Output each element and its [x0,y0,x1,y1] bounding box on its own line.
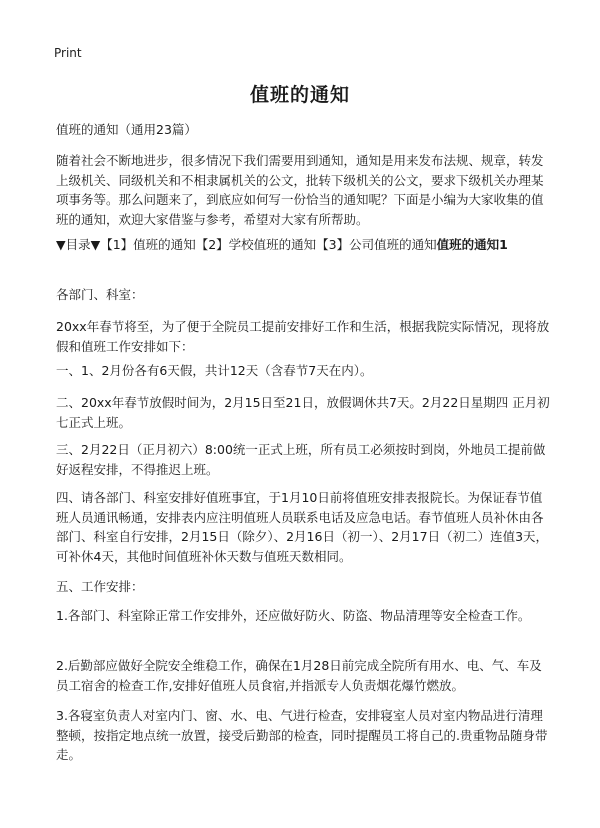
paragraph-preface: 20xx年春节将至，为了便于全院员工提前安排好工作和生活，根据我院实际情况，现将放假和值班工作安排如下： [56,319,550,354]
work-item-3: 3.各寝室负责人对室内门、窗、水、电、气进行检查，安排寝室人员对室内物品进行清理整顿，按指定地点统一放置，接受后勤部的检查，同时提醒员工将自己的.贵重物品随身带走。 [56,708,548,762]
paragraph-item-4: 四、请各部门、科室安排好值班事宜，于1月10日前将值班安排表报院长。为保证春节值班人员通讯畅通，安排表内应注明值班人员联系电话及应急电话。春节值班人员补休由各部门、科室自行安排，2月15日（除夕）、2月16日（初一）、2月17日（初二）连值3天，可补休4天，其他时间值班补休天数与值班天数相同。 [56,490,549,564]
paragraph-item-1: 一、1、2月份各有6天假，共计12天（含春节7天在内）。 [56,363,373,378]
paragraph-item-2: 二、20xx年春节放假时间为，2月15日至21日，放假调休共7天。2月22日星期四 正月初七正式上班。 [56,395,550,430]
subtitle: 值班的通知（通用23篇） [56,122,197,137]
toc-prefix: ▼目录▼ [56,237,101,252]
print-link[interactable]: Print [54,46,82,60]
toc-item-2[interactable]: 【2】学校值班的通知 [195,237,317,252]
toc-item-1[interactable]: 【1】值班的通知 [100,237,196,252]
table-of-contents [56,235,552,255]
section-heading: 值班的通知1 [436,237,508,252]
work-item-2: 2.后勤部应做好全院安全维稳工作，确保在1月28日前完成全院所有用水、电、气、车及员工宿舍的检查工作,安排好值班人员食宿,并指派专人负责烟花爆竹燃放。 [56,658,542,693]
page-title: 值班的通知 [249,84,350,106]
paragraph-item-3: 三、2月22日（正月初六）8:00统一正式上班，所有员工必须按时到岗，外地员工提前做好返程安排，不得推迟上班。 [56,442,546,477]
toc-item-3[interactable]: 【3】公司值班的通知 [316,237,437,252]
salutation: 各部门、科室： [56,287,144,302]
work-item-1: 1.各部门、科室除正常工作安排外，还应做好防火、防盗、物品清理等安全检查工作。 [56,608,531,623]
paragraph-item-5: 五、工作安排： [56,579,144,594]
intro-paragraph: 随着社会不断地进步，很多情况下我们需要用到通知，通知是用来发布法规、规章，转发上级机关、同级机关和不相隶属机关的公文，批转下级机关的公文，要求下级机关办理某项事务等。那么问题来了，到底应如何写一份恰当的通知呢？下面是小编为大家收集的值班的通知，欢迎大家借鉴与参考，希望对大家有所帮助。 [56,153,544,227]
